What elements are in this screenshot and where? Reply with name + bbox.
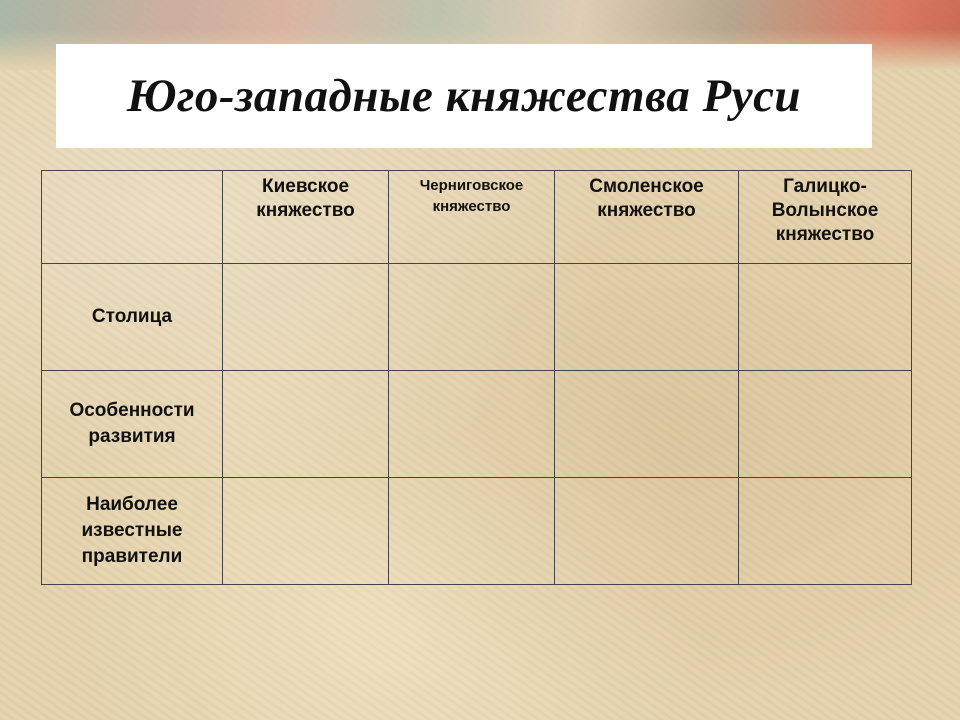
table-row bbox=[42, 371, 912, 478]
column-header-galicia-volhynia bbox=[739, 171, 912, 264]
column-header-line: княжество bbox=[775, 224, 875, 245]
table-cell bbox=[739, 371, 912, 478]
column-header-chernigov bbox=[389, 171, 555, 264]
corner-cell bbox=[42, 171, 223, 264]
column-header-line: Смоленское bbox=[589, 176, 704, 197]
table-cell bbox=[555, 371, 739, 478]
column-header-line: княжество bbox=[432, 198, 511, 215]
column-header-line: Черниговское bbox=[419, 177, 524, 194]
column-header-smolensk bbox=[555, 171, 739, 264]
table-header-row bbox=[42, 171, 912, 264]
table-row bbox=[42, 478, 912, 585]
principalities-table bbox=[41, 170, 912, 585]
row-label-capital bbox=[42, 264, 223, 371]
title-box bbox=[56, 44, 872, 148]
column-header-kiev bbox=[223, 171, 389, 264]
row-label-line: правители bbox=[81, 546, 183, 567]
column-header-line: Киевское bbox=[261, 176, 350, 197]
row-label-line: Столица bbox=[91, 306, 173, 327]
column-header-line: Галицко- bbox=[783, 176, 867, 197]
column-header-line: Волынское bbox=[771, 200, 879, 221]
column-header-line: княжество bbox=[256, 200, 355, 221]
slide-title: Юго-западные княжества Руси bbox=[126, 70, 802, 122]
table-cell bbox=[223, 371, 389, 478]
table-cell bbox=[223, 264, 389, 371]
row-label-line: известные bbox=[81, 520, 183, 541]
row-label-rulers bbox=[42, 478, 223, 585]
table-row bbox=[42, 264, 912, 371]
table-cell bbox=[223, 478, 389, 585]
row-label-line: Особенности bbox=[69, 400, 195, 421]
row-label-line: Наиболее bbox=[86, 494, 178, 515]
table-cell bbox=[389, 264, 555, 371]
row-label-line: развития bbox=[88, 426, 176, 447]
table-cell bbox=[555, 264, 739, 371]
table-cell bbox=[389, 371, 555, 478]
column-header-line: княжество bbox=[597, 200, 696, 221]
row-label-features bbox=[42, 371, 223, 478]
table-cell bbox=[389, 478, 555, 585]
table-cell bbox=[739, 478, 912, 585]
table-cell bbox=[555, 478, 739, 585]
table-cell bbox=[739, 264, 912, 371]
